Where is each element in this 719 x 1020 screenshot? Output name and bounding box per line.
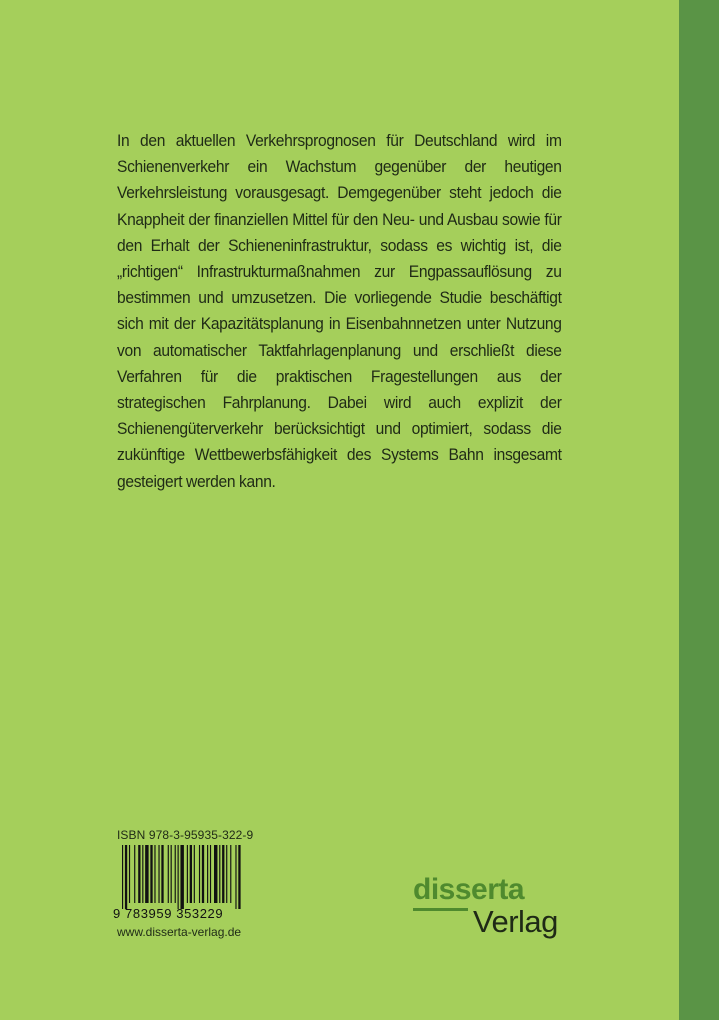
barcode-bars	[113, 845, 273, 909]
barcode-bar	[178, 845, 179, 909]
isbn-label: ISBN 978-3-95935-322-9	[117, 828, 254, 842]
barcode-bar	[142, 845, 143, 903]
barcode-bar	[187, 845, 188, 903]
barcode-bar	[207, 845, 208, 903]
barcode-bar	[122, 845, 123, 909]
spine-band	[679, 0, 719, 1020]
barcode-bar	[219, 845, 220, 903]
logo-verlag: Verlag	[473, 904, 558, 939]
barcode-bar	[202, 845, 204, 903]
barcode-bar	[171, 845, 172, 903]
barcode-bar	[150, 845, 152, 903]
barcode-bar	[214, 845, 217, 903]
barcode-bar	[190, 845, 192, 903]
blurb-text: In den aktuellen Verkehrsprognosen für Deutschland wird im Schienenverkehr ein Wachstum gegenüber der heutigen Verkehrsleistung vorausgesagt. Demgegenüber steht jedoch die Knappheit der finanziellen Mittel für den Neu- und Ausbau sowie für den Erhalt der Schieneninfrastruktur, sodass es wichtig ist, die „richtigen“ Infrastrukturmaßnahmen zur Engpassauflösung zu bestimmen und umzusetzen. Die vorliegende Studie beschäftigt sich mit der Kapazitätsplanung in Eisenbahnnetzen unter Nutzung von automatischer Taktfahrlagenplanung und erschließt diese Verfahren für die praktischen Fragestellungen aus der strategischen Fahrplanung. Dabei wird auch explizit der Schienengüterverkehr berücksichtigt und optimiert, sodass die zukünftige Wettbewerbsfähigkeit des Systems Bahn insgesamt gesteigert werden kann.	[117, 131, 562, 491]
barcode-bar	[134, 845, 135, 903]
logo-rule	[413, 908, 468, 911]
barcode-bar	[226, 845, 227, 903]
barcode-bar	[161, 845, 163, 903]
barcode-bar	[145, 845, 148, 903]
publisher-url: www.disserta-verlag.de	[117, 925, 242, 939]
barcode-bar	[154, 845, 155, 903]
barcode-bar	[194, 845, 195, 903]
barcode-bar	[210, 845, 211, 903]
barcode-bar	[138, 845, 140, 903]
barcode-bar	[180, 845, 183, 909]
publisher-logo	[413, 874, 563, 944]
barcode-bar	[168, 845, 169, 903]
barcode-bar	[125, 845, 127, 909]
barcode-bar	[158, 845, 159, 903]
barcode-bar	[199, 845, 200, 903]
barcode-bar	[222, 845, 224, 903]
logo-disserta: disserta	[413, 873, 525, 906]
barcode-bar	[129, 845, 130, 903]
barcode-bar	[235, 845, 236, 909]
barcode-bar	[230, 845, 231, 903]
barcode-digits: 9 783959 353229	[113, 906, 224, 921]
barcode-bar	[238, 845, 240, 909]
barcode-bar	[175, 845, 176, 903]
